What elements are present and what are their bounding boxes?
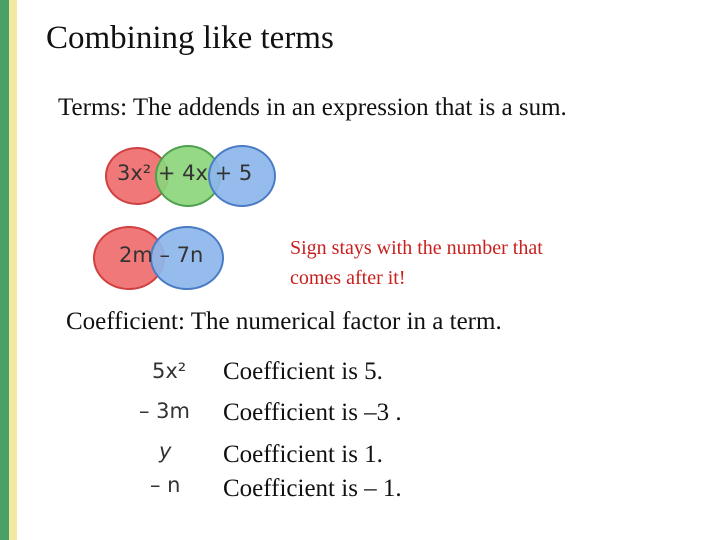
- terms-definition: : The addends in an expression that is a sum.: [120, 94, 567, 121]
- slide-title: Combining like terms: [46, 20, 334, 56]
- terms-label: Terms: [58, 94, 121, 121]
- coefficient-example-expression: – n: [150, 473, 181, 497]
- terms-example-expression: 3x² + 4x + 5: [117, 161, 253, 185]
- left-accent-bar-green: [0, 0, 9, 540]
- sign-note-line-2: comes after it!: [290, 267, 406, 289]
- sign-note: [290, 233, 543, 293]
- coefficient-example-statement: Coefficient is –3 .: [223, 399, 402, 426]
- coefficient-example-expression: – 3m: [139, 399, 190, 423]
- coefficient-definition-line: [66, 308, 502, 336]
- difference-example-expression: 2m – 7n: [119, 243, 204, 267]
- coefficient-example-statement: Coefficient is 1.: [223, 441, 383, 468]
- left-accent-bar-yellow: [9, 0, 17, 540]
- coefficient-example-statement: Coefficient is 5.: [223, 358, 383, 385]
- sign-note-line-1: Sign stays with the number that: [290, 237, 543, 259]
- coefficient-example-expression: y: [159, 439, 172, 463]
- coefficient-label: Coefficient: [66, 308, 178, 335]
- coefficient-example-expression: 5x²: [152, 359, 187, 383]
- coefficient-example-statement: Coefficient is – 1.: [223, 475, 402, 502]
- coefficient-definition: : The numerical factor in a term.: [178, 308, 502, 335]
- terms-definition-line: [58, 94, 567, 122]
